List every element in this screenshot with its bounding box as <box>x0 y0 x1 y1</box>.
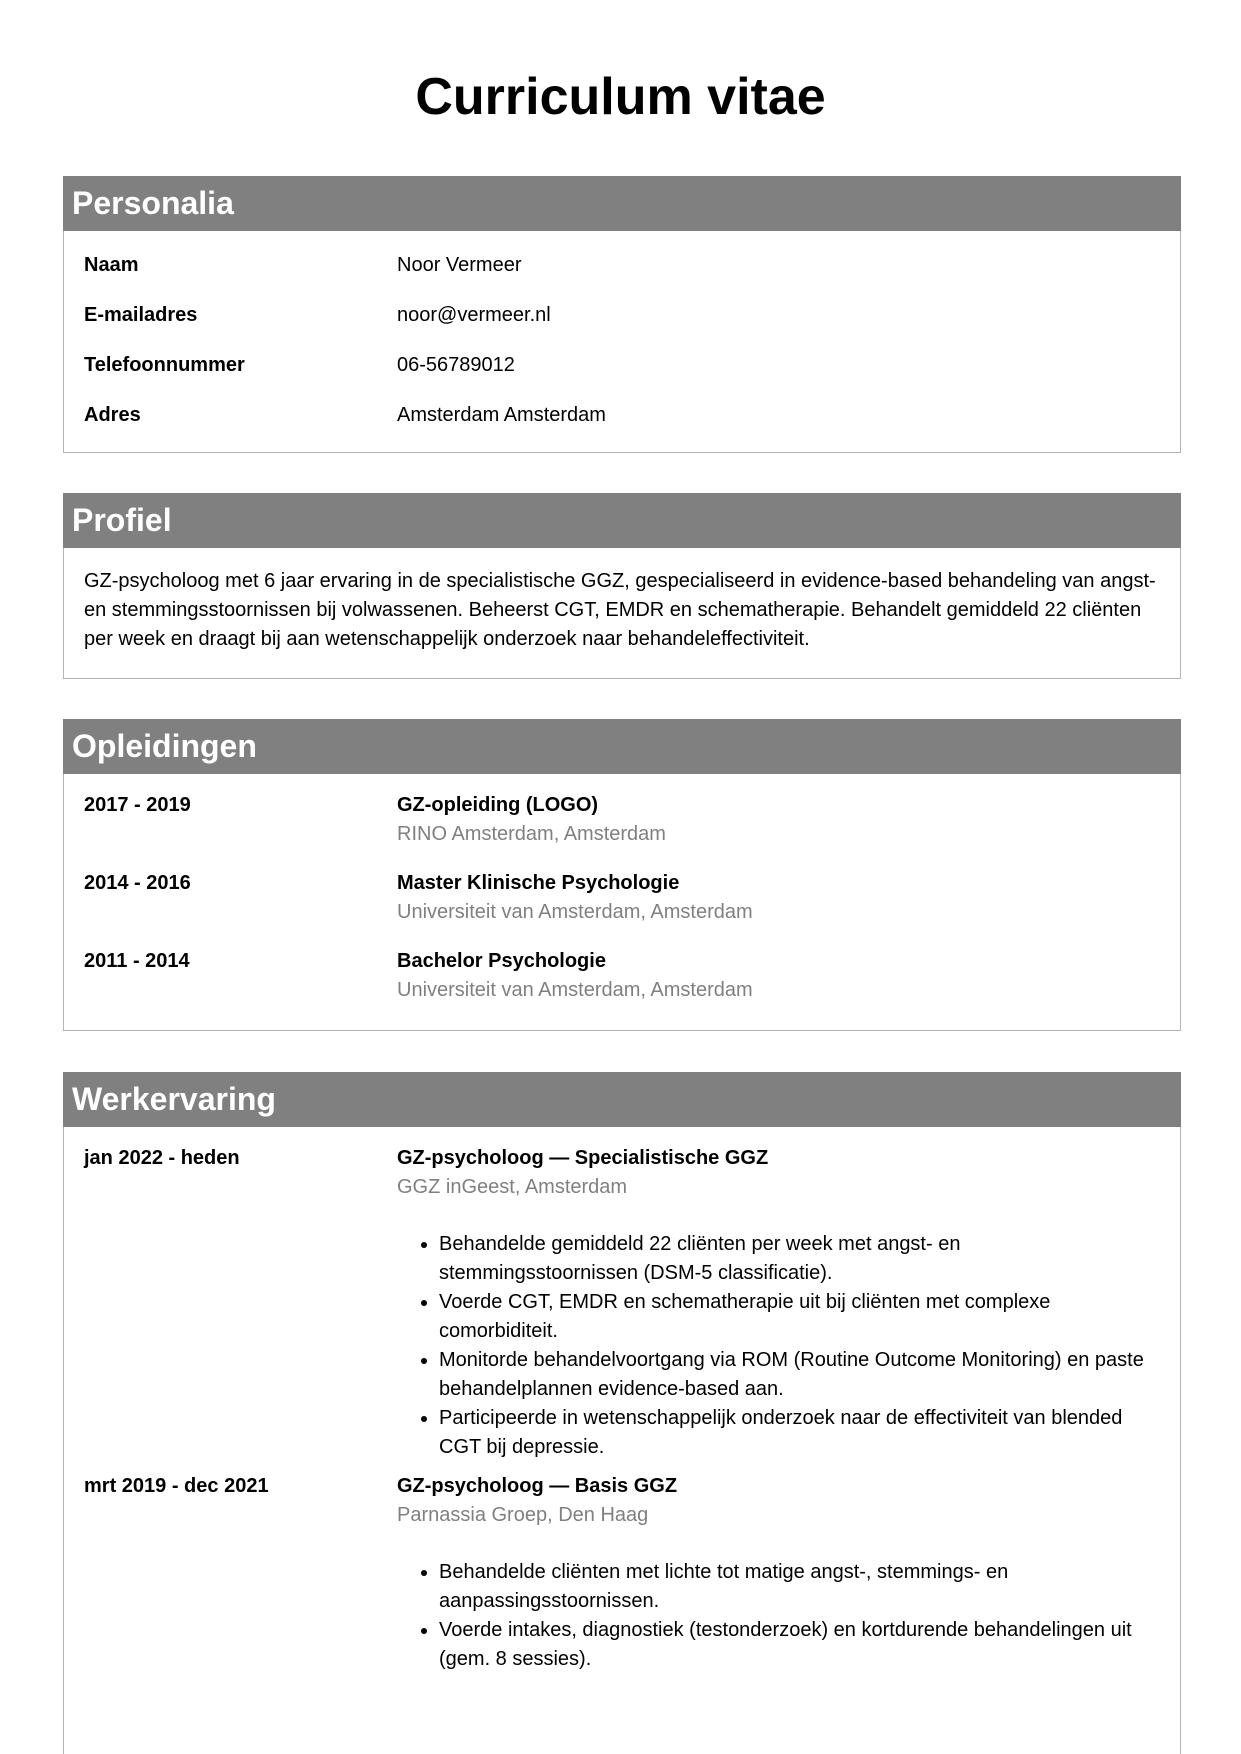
personalia-row-phone <box>84 351 1160 401</box>
section-heading-profiel: Profiel <box>63 493 1181 548</box>
personalia-value: 06-56789012 <box>397 354 515 376</box>
list-item: • Behandelde cliënten met lichte tot matige angst-, stemmings- en aanpassingsstoornissen. <box>439 1558 1160 1616</box>
education-entry <box>84 869 1160 947</box>
personalia-row-email <box>84 301 1160 351</box>
section-opleidingen <box>63 719 1181 1031</box>
section-personalia <box>63 176 1181 453</box>
work-bullets <box>397 1230 1160 1462</box>
section-heading-opleidingen: Opleidingen <box>63 719 1181 774</box>
list-item: • Voerde intakes, diagnostiek (testonderzoek) en kortdurende behandelingen uit (gem. 8 sessies). <box>439 1616 1160 1674</box>
personalia-label: E-mailadres <box>84 304 198 326</box>
personalia-row-name <box>84 251 1160 301</box>
work-employer: GGZ inGeest, Amsterdam <box>397 1176 628 1198</box>
education-entry <box>84 791 1160 869</box>
opleidingen-body <box>64 774 1180 1015</box>
work-bullets <box>397 1558 1160 1674</box>
personalia-value: Amsterdam Amsterdam <box>397 404 606 426</box>
personalia-label: Adres <box>84 404 141 426</box>
work-title: GZ-psycholoog — Basis GGZ <box>397 1475 678 1497</box>
education-title: GZ-opleiding (LOGO) <box>397 794 599 816</box>
work-date: jan 2022 - heden <box>84 1147 240 1169</box>
list-item: • Behandelde gemiddeld 22 cliënten per week met angst- en stemmingsstoornissen (DSM-5 classificatie). <box>439 1230 1160 1288</box>
education-date: 2011 - 2014 <box>84 950 190 972</box>
profile-text: GZ-psycholoog met 6 jaar ervaring in de specialistische GGZ, gespecialiseerd in evidence-based behandeling van angst- en stemmingsstoornissen bij volwassenen. Beheerst CGT, EMDR en schematherapie. Behandelt gemiddeld 22 cliënten per week en draagt bij aan wetenschappelijk onderzoek naar behandeleffectiviteit. <box>84 570 1156 650</box>
personalia-row-address <box>84 401 1160 447</box>
education-details <box>397 869 1160 947</box>
work-date: mrt 2019 - dec 2021 <box>84 1475 269 1497</box>
section-heading-personalia: Personalia <box>63 176 1181 231</box>
werkervaring-body <box>64 1127 1180 1674</box>
education-title: Bachelor Psychologie <box>397 950 606 972</box>
personalia-body <box>64 231 1180 447</box>
education-details <box>397 791 1160 869</box>
education-institution: RINO Amsterdam, Amsterdam <box>397 823 666 845</box>
education-date: 2017 - 2019 <box>84 794 191 816</box>
list-item: • Participeerde in wetenschappelijk onderzoek naar de effectiviteit van blended CGT bij depressie. <box>439 1404 1160 1462</box>
section-heading-werkervaring: Werkervaring <box>63 1072 1181 1127</box>
education-institution: Universiteit van Amsterdam, Amsterdam <box>397 979 753 1001</box>
list-item: • Voerde CGT, EMDR en schematherapie uit bij cliënten met complexe comorbiditeit. <box>439 1288 1160 1346</box>
personalia-value: noor@vermeer.nl <box>397 304 551 326</box>
education-date: 2014 - 2016 <box>84 872 191 894</box>
personalia-label: Telefoonnummer <box>84 354 245 376</box>
section-profiel <box>63 493 1181 679</box>
list-item: • Monitorde behandelvoortgang via ROM (Routine Outcome Monitoring) en paste behandelplannen evidence-based aan. <box>439 1346 1160 1404</box>
education-title: Master Klinische Psychologie <box>397 872 680 894</box>
education-entry <box>84 947 1160 1015</box>
work-details <box>397 1472 1160 1674</box>
page-title: Curriculum vitae <box>415 68 826 126</box>
work-entry <box>84 1144 1160 1462</box>
personalia-value: Noor Vermeer <box>397 254 522 276</box>
work-title: GZ-psycholoog — Specialistische GGZ <box>397 1147 769 1169</box>
personalia-label: Naam <box>84 254 139 276</box>
work-employer: Parnassia Groep, Den Haag <box>397 1504 649 1526</box>
education-details <box>397 947 1160 1015</box>
section-werkervaring <box>63 1072 1181 1754</box>
education-institution: Universiteit van Amsterdam, Amsterdam <box>397 901 753 923</box>
work-entry <box>84 1472 1160 1674</box>
work-details <box>397 1144 1160 1462</box>
